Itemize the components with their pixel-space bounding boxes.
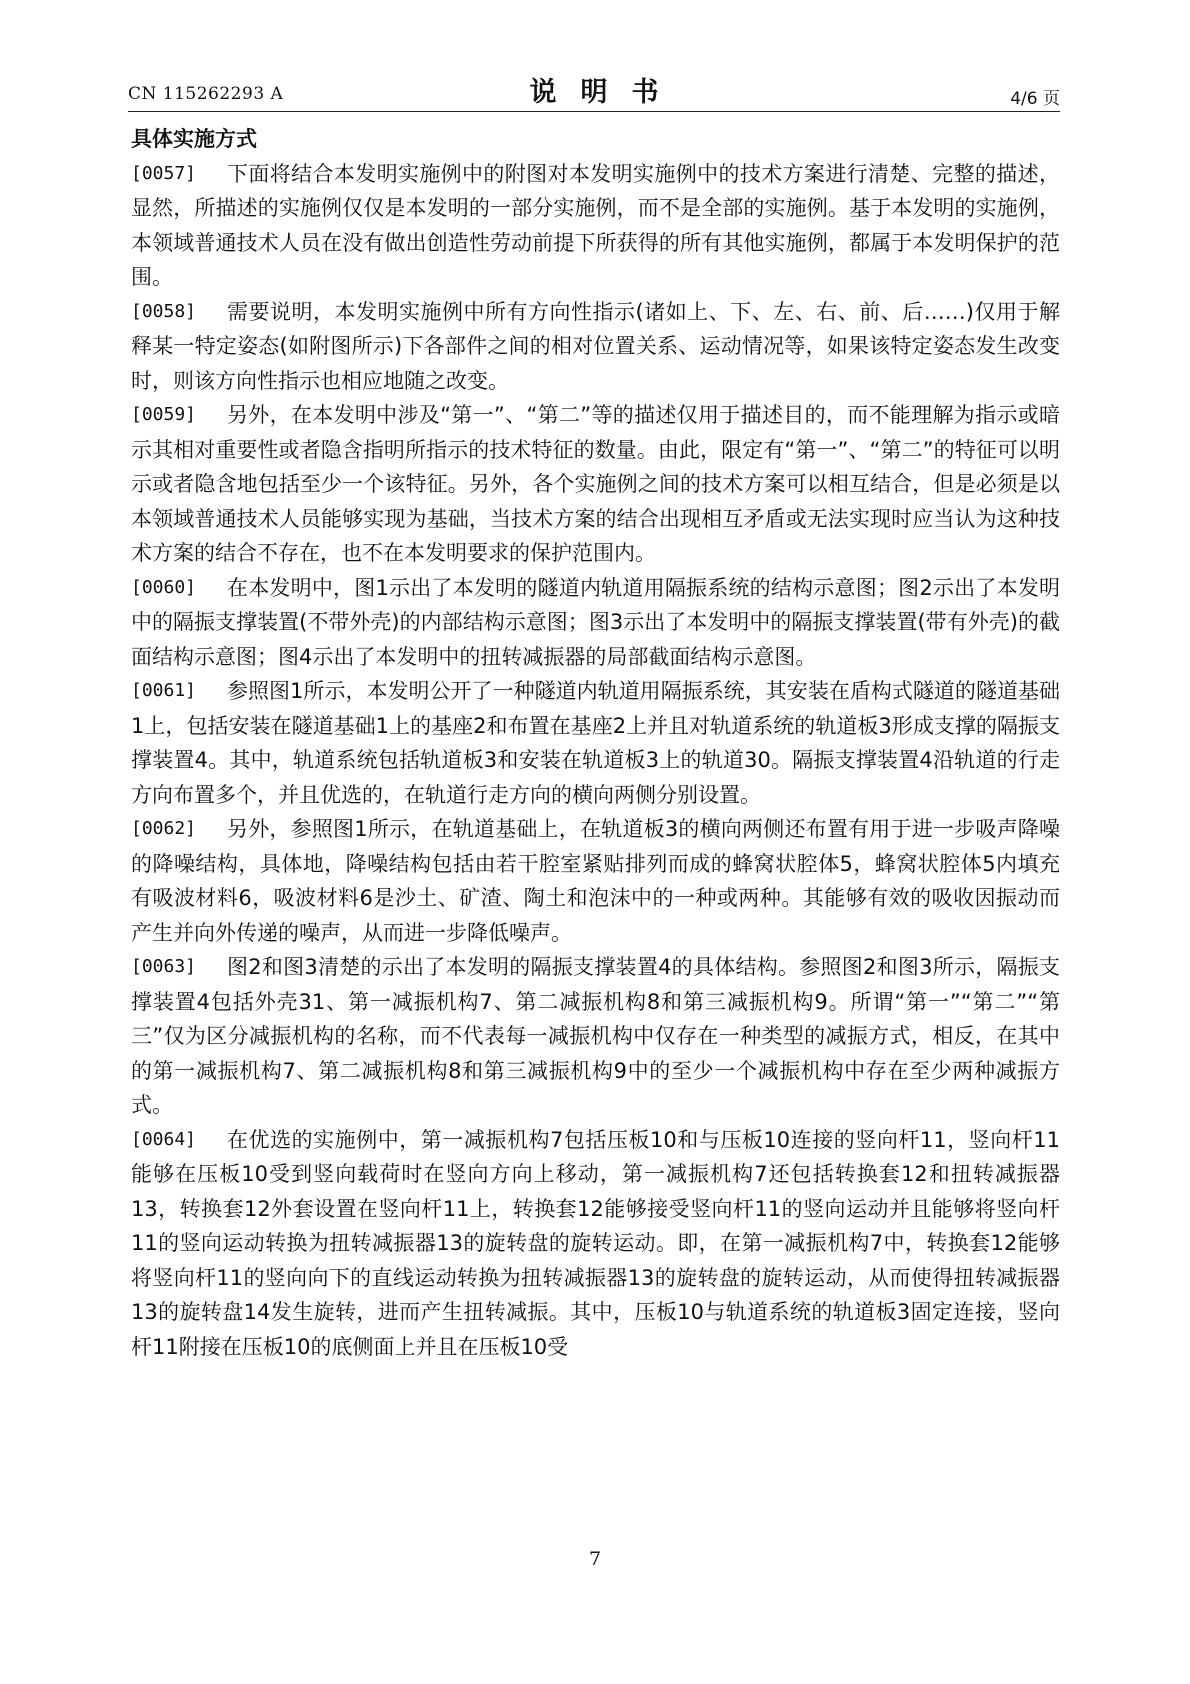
paragraph-number: [0062] bbox=[131, 818, 197, 839]
page-number: 7 bbox=[588, 1548, 602, 1570]
page-indicator: 4/6 页 bbox=[1010, 89, 1060, 109]
paragraph-0062 bbox=[131, 812, 1060, 950]
document-title: 说明书 bbox=[529, 77, 683, 108]
paragraph-0061 bbox=[131, 674, 1060, 812]
paragraph-text: 在本发明中，图1示出了本发明的隧道内轨道用隔振系统的结构示意图；图2示出了本发明中的隔振支撑装置(不带外壳)的内部结构示意图；图3示出了本发明中的隔振支撑装置(带有外壳)的截面结构示意图；图4示出了本发明中的扭转减振器的局部截面结构示意图。 bbox=[131, 575, 1060, 669]
paragraph-0063 bbox=[131, 950, 1060, 1123]
section-title: 具体实施方式 bbox=[131, 127, 257, 151]
paragraph-number: [0061] bbox=[131, 680, 197, 701]
paragraph-number: [0063] bbox=[131, 956, 197, 977]
paragraph-0064 bbox=[131, 1123, 1060, 1365]
paragraph-number: [0064] bbox=[131, 1128, 197, 1150]
paragraph-text: 需要说明，本发明实施例中所有方向性指示(诸如上、下、左、右、前、后……)仅用于解释某一特定姿态(如附图所示)下各部件之间的相对位置关系、运动情况等，如果该特定姿态发生改变时，则该方向性指示也相应地随之改变。 bbox=[131, 299, 1060, 393]
page-header bbox=[128, 66, 1060, 110]
paragraph-0060 bbox=[131, 571, 1060, 675]
header-rule bbox=[128, 111, 1060, 112]
paragraph-0059 bbox=[131, 398, 1060, 571]
paragraph-number: [0060] bbox=[131, 576, 197, 598]
paragraph-text: 在优选的实施例中，第一减振机构7包括压板10和与压板10连接的竖向杆11，竖向杆11能够在压板10受到竖向载荷时在竖向方向上移动，第一减振机构7还包括转换套12和扭转减振器13，转换套12外套设置在竖向杆11上，转换套12能够接受竖向杆11的竖向运动并且能够将竖向杆11的竖向运动转换为扭转减振器13的旋转盘的旋转运动。即，在第一减振机构7中，转换套12能够将竖向杆11的竖向向下的直线运动转换为扭转减振器13的旋转盘的旋转运动，从而使得扭转减振器13的旋转盘14发生旋转，进而产生扭转减振。其中，压板10与轨道系统的轨道板3固定连接，竖向杆11附接在压板10的底侧面上并且在压板10受 bbox=[131, 1127, 1060, 1359]
document-body bbox=[131, 122, 1060, 1364]
paragraph-number: [0058] bbox=[131, 300, 197, 322]
paragraph-0058 bbox=[131, 295, 1060, 399]
paragraph-text: 另外，参照图1所示，在轨道基础上，在轨道板3的横向两侧还布置有用于进一步吸声降噪的降噪结构，具体地，降噪结构包括由若干腔室紧贴排列而成的蜂窝状腔体5，蜂窝状腔体5内填充有吸波材料6，吸波材料6是沙土、矿渣、陶土和泡沫中的一种或两种。其能够有效的吸收因振动而产生并向外传递的噪声，从而进一步降低噪声。 bbox=[131, 817, 1060, 945]
paragraph-0057 bbox=[131, 157, 1060, 295]
paragraph-text: 另外，在本发明中涉及“第一”、“第二”等的描述仅用于描述目的，而不能理解为指示或暗示其相对重要性或者隐含指明所指示的技术特征的数量。由此，限定有“第一”、“第二”的特征可以明示或者隐含地包括至少一个该特征。另外，各个实施例之间的技术方案可以相互结合，但是必须是以本领域普通技术人员能够实现为基础，当技术方案的结合出现相互矛盾或无法实现时应当认为这种技术方案的结合不存在，也不在本发明要求的保护范围内。 bbox=[131, 403, 1060, 565]
paragraph-text: 参照图1所示，本发明公开了一种隧道内轨道用隔振系统，其安装在盾构式隧道的隧道基础1上，包括安装在隧道基础1上的基座2和布置在基座2上并且对轨道系统的轨道板3形成支撑的隔振支撑装置4。其中，轨道系统包括轨道板3和安装在轨道板3上的轨道30。隔振支撑装置4沿轨道的行走方向布置多个，并且优选的，在轨道行走方向的横向两侧分别设置。 bbox=[131, 679, 1060, 807]
publication-number: CN 115262293 A bbox=[128, 84, 284, 104]
paragraph-text: 图2和图3清楚的示出了本发明的隔振支撑装置4的具体结构。参照图2和图3所示，隔振支撑装置4包括外壳31、第一减振机构7、第二减振机构8和第三减振机构9。所谓“第一”“第二”“第三”仅为区分减振机构的名称，而不代表每一减振机构中仅存在一种类型的减振方式，相反，在其中的第一减振机构7、第二减振机构8和第三减振机构9中的至少一个减振机构中存在至少两种减振方式。 bbox=[131, 955, 1060, 1117]
paragraph-number: [0057] bbox=[131, 162, 197, 184]
paragraph-text: 下面将结合本发明实施例中的附图对本发明实施例中的技术方案进行清楚、完整的描述，显然，所描述的实施例仅仅是本发明的一部分实施例，而不是全部的实施例。基于本发明的实施例，本领域普通技术人员在没有做出创造性劳动前提下所获得的所有其他实施例，都属于本发明保护的范围。 bbox=[131, 161, 1060, 289]
paragraph-number: [0059] bbox=[131, 404, 197, 425]
